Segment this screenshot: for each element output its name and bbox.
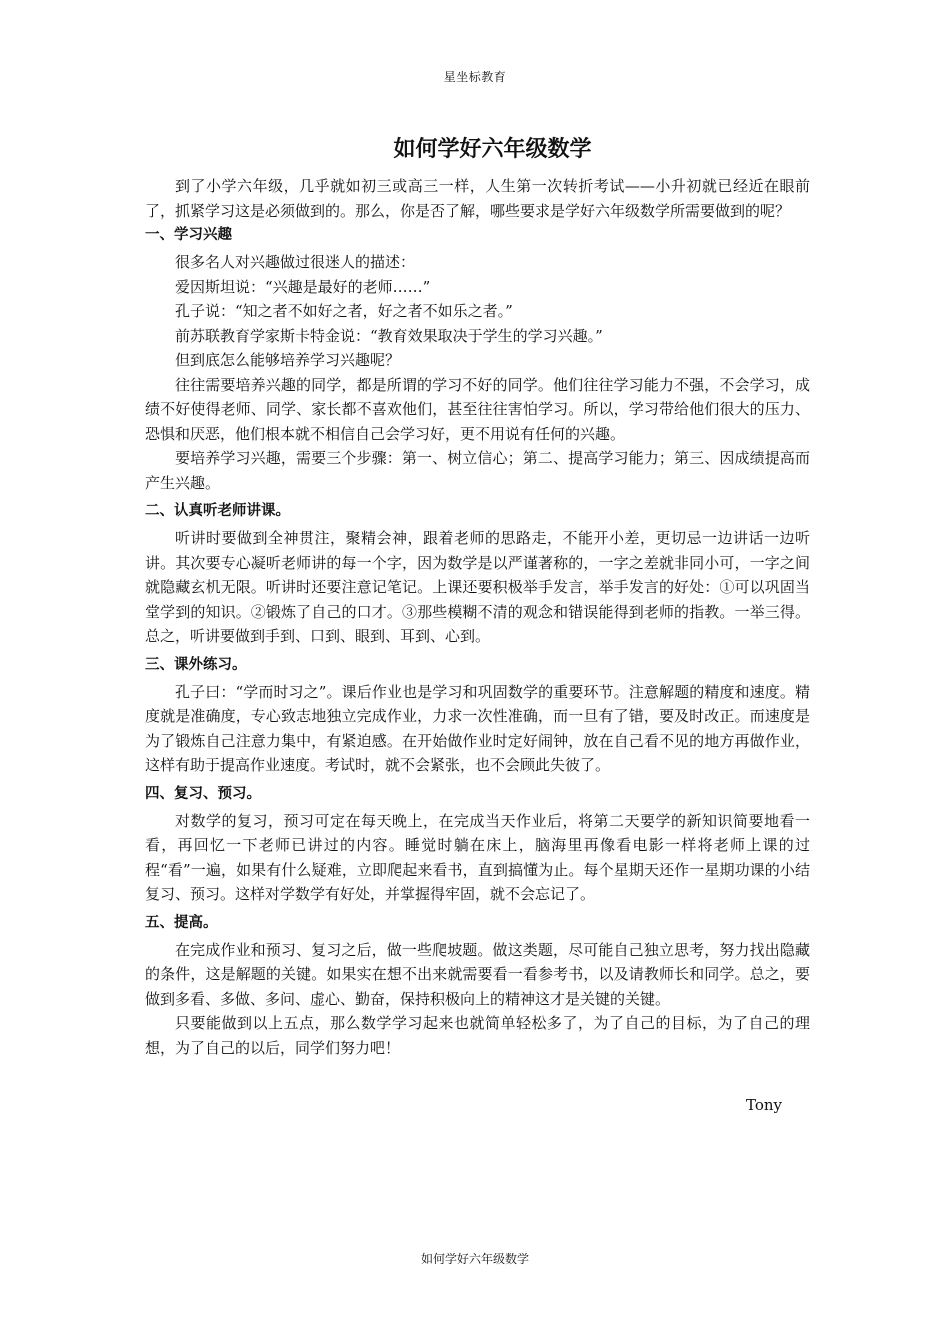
paragraph: 对数学的复习，预习可定在每天晚上，在完成当天作业后，将第二天要学的新知识简要地看一看，再回忆一下老师已讲过的内容。睡觉时躺在床上，脑海里再像看电影一样将老师上课的过程“看”一遍，如果有什么疑难，立即爬起来看书，直到搞懂为止。每个星期天还作一星期功课的小结复习、预习。这样对学数学有好处，并掌握得牢固，就不会忘记了。 xyxy=(145,811,810,903)
paragraph: 在完成作业和预习、复习之后，做一些爬坡题。做这类题，尽可能自己独立思考，努力找出隐藏的条件，这是解题的关键。如果实在想不出来就需要看一看参考书，以及请教师长和同学。总之，要做到多看、多做、多问、虚心、勤奋，保持积极向上的精神这才是关键的关键。 xyxy=(145,940,810,1008)
section-heading: 二、认真听老师讲课。 xyxy=(145,503,290,519)
paragraph: 听讲时要做到全神贯注，聚精会神，跟着老师的思路走，不能开小差，更切忌一边讲话一边听讲。其次要专心凝听老师讲的每一个字，因为数学是以严谨著称的，一字之差就非同小可，一字之间就隐藏玄机无限。听讲时还要注意记笔记。上课还要积极举手发言，举手发言的好处：①可以巩固当堂学到的知识。②锻炼了自己的口才。③那些模糊不清的观念和错误能得到老师的指教。一举三得。总之，听讲要做到手到、口到、眼到、耳到、心到。 xyxy=(145,529,810,645)
intro-paragraph: 到了小学六年级，几乎就如初三或高三一样，人生第一次转折考试——小升初就已经近在眼前了，抓紧学习这是必须做到的。那么，你是否了解，哪些要求是学好六年级数学所需要做到的呢？ xyxy=(145,177,810,220)
page-footer: 如何学好六年级数学 xyxy=(420,1252,529,1266)
section-heading: 一、学习兴趣 xyxy=(145,227,232,243)
paragraph: 要培养学习兴趣，需要三个步骤：第一、树立信心；第二、提高学习能力；第三、因成绩提高而产生兴趣。 xyxy=(145,449,810,492)
paragraph: 往往需要培养兴趣的同学，都是所谓的学习不好的同学。他们往往学习能力不强，不会学习，成绩不好使得老师、同学、家长都不喜欢他们，甚至往往害怕学习。所以，学习带给他们很大的压力、恐惧和厌恶，他们根本就不相信自己会学习好，更不用说有任何的兴趣。 xyxy=(145,375,810,443)
conclusion-paragraph: 只要能做到以上五点，那么数学学习起来也就简单轻松多了，为了自己的目标，为了自己的理想，为了自己的以后，同学们努力吧！ xyxy=(145,1014,810,1057)
page-title: 如何学好六年级数学 xyxy=(393,136,592,162)
paragraph: 孔子说：“知之者不如好之者，好之者不如乐之者。” xyxy=(175,302,513,320)
paragraph: 孔子曰：“学而时习之”。课后作业也是学习和巩固数学的重要环节。注意解题的精度和速度。精度就是准确度，专心致志地独立完成作业，力求一次性准确，而一旦有了错，要及时改正。而速度是为了锻炼自己注意力集中，有紧迫感。在开始做作业时定好闹钟，放在自己看不见的地方再做作业，这样有助于提高作业速度。考试时，就不会紧张，也不会顾此失彼了。 xyxy=(145,682,810,774)
document-body xyxy=(145,134,810,1114)
section-heading: 四、复习、预习。 xyxy=(145,785,261,802)
paragraph: 很多名人对兴趣做过很迷人的描述： xyxy=(175,253,416,271)
signature: Tony xyxy=(745,1096,782,1114)
section-heading: 三、课外练习。 xyxy=(145,656,247,673)
paragraph: 爱因斯坦说：“兴趣是最好的老师……” xyxy=(175,277,431,296)
paragraph: 前苏联教育学家斯卡特金说：“教育效果取决于学生的学习兴趣。” xyxy=(175,326,603,345)
paragraph: 但到底怎么能够培养学习兴趣呢？ xyxy=(175,351,401,369)
section-heading: 五、提高。 xyxy=(145,914,218,931)
page-header: 星坐标教育 xyxy=(443,70,507,84)
